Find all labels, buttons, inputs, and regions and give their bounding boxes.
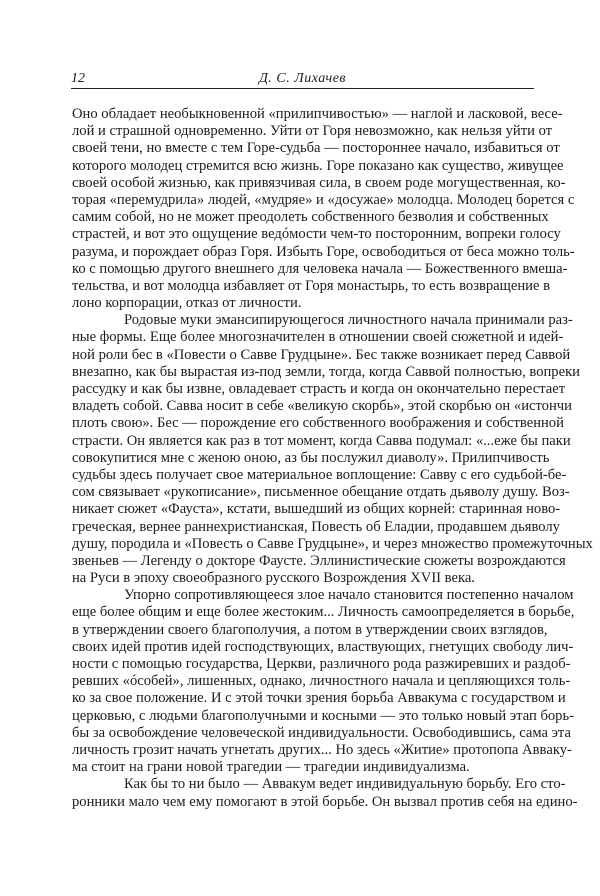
text-line: душу, породила и «Повесть о Савве Грудцыне», и через множество промежуточных — [72, 535, 593, 552]
text-line: бы за освобождение человеческой индивидуальности. Освободившись, сама эта — [72, 724, 571, 741]
text-line: в утверждении своего благополучия, а потом в утверждении своих взглядов, — [72, 621, 548, 638]
text-line: ности с помощью государства, Церкви, различного рода разжиревших и раздоб- — [72, 656, 571, 672]
text-line: своей особой жизнью, как привязчивая сила, в своем роде могущественная, ко- — [72, 174, 566, 191]
text-line: лой и страшной одновременно. Уйти от Горя невозможно, как нельзя уйти от — [72, 123, 553, 140]
text-line: внезапно, как бы вырастая из-под земли, тогда, когда Саввой полностью, вопреки — [72, 363, 580, 380]
text-line: еще более общим и еще более жестоким... Личность самоопределяется в борьбе, — [72, 604, 575, 621]
text-line: никает сюжет «Фауста», кстати, вышедший из общих корней: старинная ново- — [72, 501, 561, 518]
paragraph — [72, 106, 575, 312]
text-line: которого молодец стремится всю жизнь. Горе показано как существо, живущее — [72, 157, 564, 174]
text-line: ные формы. Еще более многозначителен в отношении своей сюжетной и идей- — [72, 329, 564, 346]
text-line: лоно корпорации, отказ от личности. — [72, 295, 302, 312]
text-line: ко с помощью другого внешнего для человека начала — Божественного вмеша- — [72, 260, 568, 277]
text-line: судьбы здесь получает свое материальное воплощение: Савву с его судьбой-бе- — [72, 466, 567, 483]
text-line: звеньев — Легенду о докторе Фаусте. Эллинистические сюжеты возрождаются — [72, 552, 566, 569]
text-line: ронники мало чем ему помогают в этой борьбе. Он вызвал против себя на едино- — [72, 793, 578, 810]
text-line: ма стоит на грани новой трагедии — трагедии индивидуализма. — [72, 759, 470, 776]
text-line: своей тени, но вместе с тем Горе-судьба — постороннее начало, избавиться от — [72, 140, 560, 157]
paragraph — [72, 312, 593, 587]
text-line: владеть собой. Савва носит в себе «великую скорбь», этой скорбью он «истончи — [72, 398, 572, 415]
text-line: страсти. Он является как раз в тот момент, когда Савва подумал: «...еже бы паки — [72, 432, 571, 449]
text-line: ной роли бес в «Повести о Савве Грудцыне». Бес также возникает перед Саввой — [72, 346, 571, 363]
text-line: церковью, с людьми благополучными и косными — это только новый этап борь- — [72, 707, 574, 724]
text-line: Родовые муки эмансипирующегося личностного начала принимали раз- — [124, 312, 573, 329]
text-line: Как бы то ни было — Аввакум ведет индивидуальную борьбу. Его сто- — [124, 776, 566, 793]
text-line: рассудку и как бы извне, овладевает страсть и когда он окончательно перестает — [72, 381, 566, 397]
text-line: ко за свое положение. И с этой точки зрения борьба Аввакума с государством и — [72, 690, 566, 707]
text-line: на Руси в эпоху своеобразного русского Возрождения XVII века. — [72, 570, 475, 587]
text-line: страстей, и вот это ощущение ведóмости чем-то посторонним, вопреки голосу — [72, 226, 561, 243]
text-line: Упорно сопротивляющееся злое начало становится постепенно началом — [124, 587, 574, 604]
text-line: Оно обладает необыкновенной «прилипчивостью» — наглой и ласковой, весе- — [72, 106, 563, 122]
running-title: Д. С. Лихачев — [258, 71, 347, 86]
text-line: торая «перемудрила» людей, «мудряе» и «досужае» молодца. Молодец борется с — [72, 191, 575, 208]
page-number: 12 — [71, 71, 85, 86]
text-line: совокупитися мне с женою оною, аз бы послужил диаволу». Прилипчивость — [72, 449, 550, 466]
text-line: греческая, вернее раннехристианская, Повесть об Еладии, продавшем дьяволу — [72, 518, 560, 535]
text-line: ревших «óсобей», лишенных, однако, личностного начала и цепляющихся толь- — [72, 673, 571, 690]
paragraph — [72, 587, 575, 776]
text-line: тельства, и вот молодца избавляет от Горя монастырь, то есть возвращение в — [72, 277, 551, 294]
running-header — [71, 70, 534, 89]
text-line: своих идей против идей господствующих, властвующих, гнетущих свободу лич- — [72, 638, 574, 655]
text-line: самим собой, но не может преодолеть собственного безволия и собственных — [72, 209, 549, 226]
text-line: личность грозит начать угнетать других... Но здесь «Житие» протопопа Аввaку- — [72, 741, 572, 758]
paragraph — [72, 776, 578, 810]
text-line: разума, и порождает образ Горя. Избыть Горе, освободиться от беса можно толь- — [72, 243, 575, 260]
text-line: плоть свою». Бес — порождение его собственного воображения и собственной — [72, 415, 564, 432]
page-body — [72, 106, 593, 811]
text-line: сом связывает «рукописание», письменное обещание отдать дьяволу душу. Воз- — [72, 484, 570, 501]
